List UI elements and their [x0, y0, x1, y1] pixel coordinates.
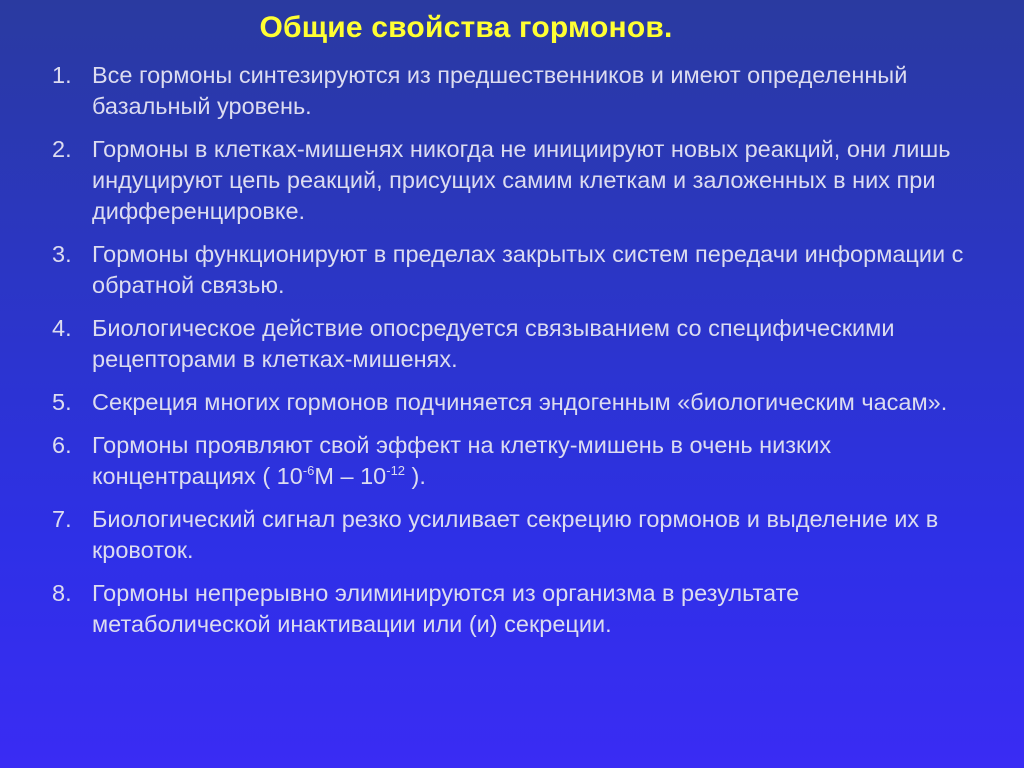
item-number: 2.: [52, 136, 72, 162]
list-item: [52, 578, 982, 640]
list-item: [52, 134, 982, 227]
item-text: [92, 432, 831, 489]
item-number: 7.: [52, 506, 72, 532]
item-text: Гормоны функционируют в пределах закрытых систем передачи информации с обратной связью.: [92, 241, 964, 298]
item-text: Гормоны непрерывно элиминируются из организма в результате метаболической инактивации или (и) секреции.: [92, 580, 800, 637]
list-item: [52, 387, 982, 418]
item-number: 6.: [52, 432, 72, 458]
item-number: 3.: [52, 241, 72, 267]
item-number: 4.: [52, 315, 72, 341]
item-text: Гормоны в клетках-мишенях никогда не инициируют новых реакций, они лишь индуцируют цепь реакций, присущих самим клеткам и заложенных в них при дифференцировке.: [92, 136, 951, 224]
item-text-before: Гормоны проявляют свой эффект на клетку-мишень в очень низких концентрациях ( 10: [92, 432, 832, 489]
list-item: [52, 60, 982, 122]
item-number: 5.: [52, 389, 72, 415]
item-text: Биологический сигнал резко усиливает секрецию гормонов и выделение их в кровоток.: [92, 506, 939, 563]
item-text: Секреция многих гормонов подчиняется эндогенным «биологическим часам».: [92, 389, 948, 415]
list-item: [52, 313, 982, 375]
properties-list: [52, 60, 982, 652]
item-number: 1.: [52, 62, 72, 88]
item-text: Все гормоны синтезируются из предшественников и имеют определенный базальный уровень.: [92, 62, 908, 119]
item-text-middle: М – 10: [314, 463, 387, 489]
exponent-1: -6: [302, 463, 315, 478]
slide-title: Общие свойства гормонов.: [259, 11, 673, 44]
list-item: [52, 430, 982, 492]
item-number: 8.: [52, 580, 72, 606]
list-item: [52, 504, 982, 566]
exponent-2: -12: [386, 463, 406, 478]
list-item: [52, 239, 982, 301]
item-text-after: ).: [405, 463, 426, 489]
item-text: Биологическое действие опосредуется связыванием со специфическими рецепторами в клетках-мишенях.: [92, 315, 895, 372]
